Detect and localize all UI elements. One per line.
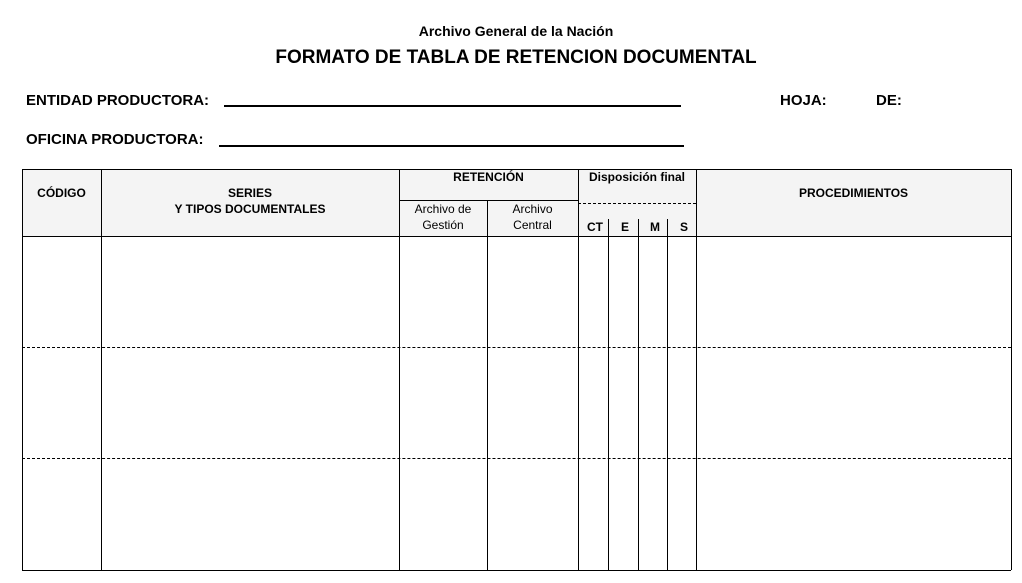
header-retencion: RETENCIÓN	[453, 170, 524, 184]
table-bottom-border	[22, 570, 1011, 571]
organization-name: Archivo General de la Nación	[418, 23, 614, 39]
hoja-label: HOJA:	[780, 92, 827, 109]
document-title: FORMATO DE TABLA DE RETENCION DOCUMENTAL	[275, 47, 757, 68]
disposicion-divider	[578, 203, 696, 204]
header-archivo-central-line2: Central	[513, 218, 552, 232]
header-archivo-central-line1: Archivo	[512, 202, 553, 216]
table-row[interactable]	[22, 459, 1011, 570]
header-series-line2: Y TIPOS DOCUMENTALES	[174, 202, 326, 216]
header-disposicion: Disposición final	[588, 170, 685, 184]
de-label: DE:	[876, 92, 902, 109]
col-border-right	[1011, 169, 1012, 570]
table-row[interactable]	[22, 237, 1011, 347]
header-disp-s: S	[679, 220, 688, 234]
oficina-label: OFICINA PRODUCTORA:	[26, 131, 204, 148]
header-archivo-gestion-line2: Gestión	[422, 218, 464, 232]
header-disp-e: E	[620, 220, 629, 234]
table-row[interactable]	[22, 348, 1011, 458]
header-codigo: CÓDIGO	[37, 186, 86, 200]
header-archivo-gestion-line1: Archivo de	[414, 202, 472, 216]
header-series-line1: SERIES	[227, 186, 272, 200]
header-disp-m: M	[650, 220, 660, 234]
header-procedimientos: PROCEDIMIENTOS	[798, 186, 909, 200]
entidad-label: ENTIDAD PRODUCTORA:	[26, 92, 210, 109]
header-disp-ct: CT	[587, 220, 603, 234]
